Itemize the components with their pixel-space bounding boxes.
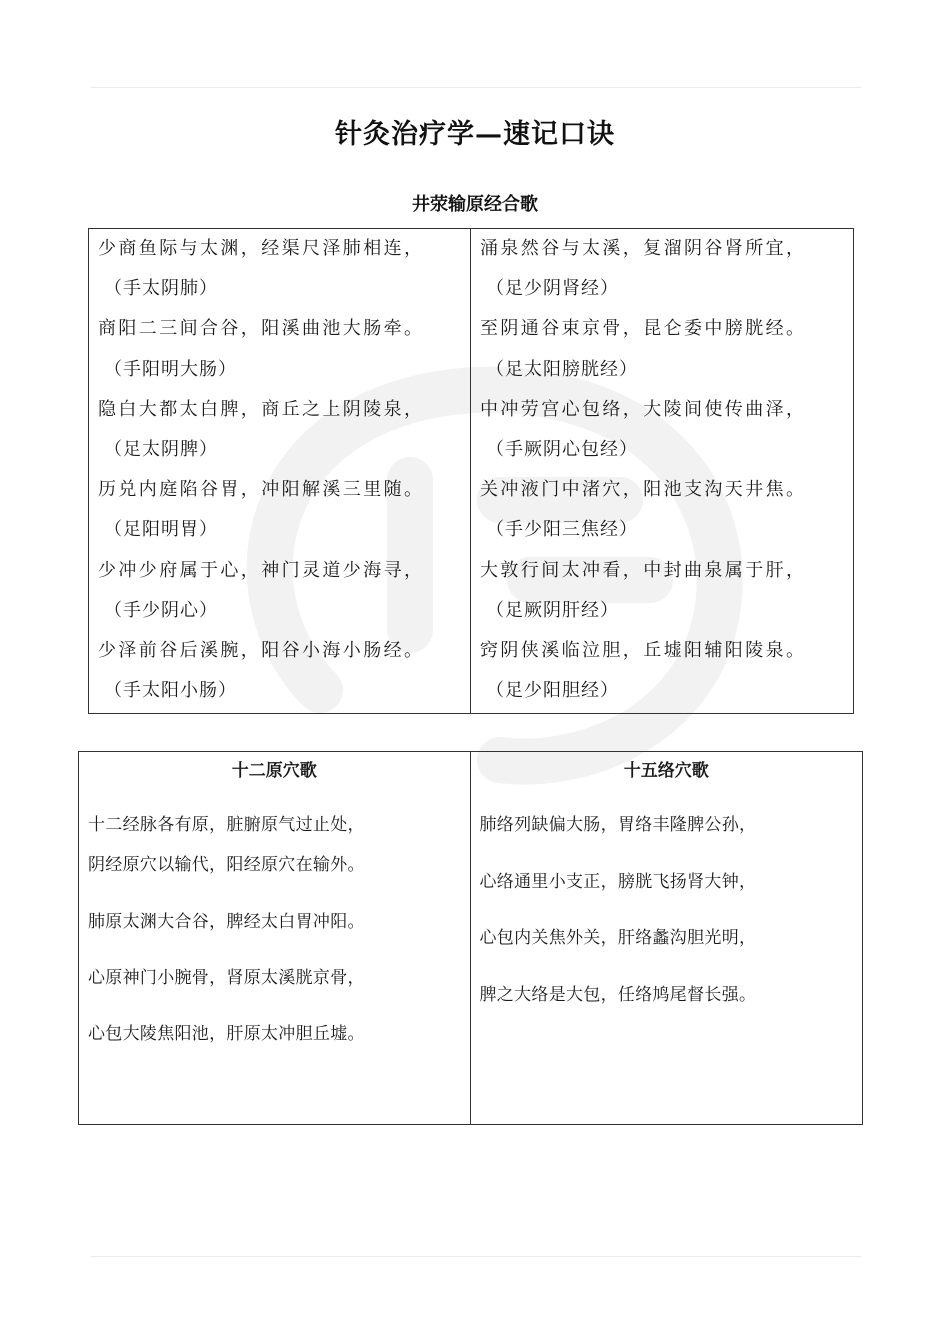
meridian-label: （手厥阴心包经） bbox=[486, 438, 638, 460]
verse-line: 商阳二三间合谷，阳溪曲池大肠牵。 bbox=[98, 318, 425, 340]
yuan-luo-table bbox=[78, 751, 863, 1125]
verse-line: 中冲劳宫心包络，大陵间使传曲泽， bbox=[480, 398, 807, 420]
meridian-label: （足少阳胆经） bbox=[486, 680, 619, 702]
verse-line: 历兑内庭陷谷胃，冲阳解溪三里随。 bbox=[98, 479, 425, 501]
verse-line: 大敦行间太冲看，中封曲泉属于肝， bbox=[480, 559, 807, 581]
yuan-points-cell bbox=[79, 752, 471, 1124]
luo-points-heading: 十五络穴歌 bbox=[623, 761, 709, 781]
table-column-left bbox=[89, 229, 471, 713]
meridian-label: （手太阴肺） bbox=[104, 278, 218, 300]
verse-line: 心包大陵焦阳池，肝原太冲胆丘墟。 bbox=[88, 1024, 365, 1044]
verse-line: 阴经原穴以输代，阳经原穴在输外。 bbox=[88, 855, 365, 875]
verse-line: 少商鱼际与太渊，经渠尺泽肺相连， bbox=[98, 238, 425, 259]
verse-line: 脾之大络是大包，任络鸠尾督长强。 bbox=[479, 985, 757, 1005]
meridian-label: （手少阳三焦经） bbox=[486, 519, 638, 541]
bottom-divider bbox=[90, 1256, 862, 1257]
verse-line: 十二经脉各有原，脏腑原气过止处， bbox=[88, 815, 365, 835]
table-column-right bbox=[471, 229, 853, 713]
verse-line: 隐白大都太白脾，商丘之上阴陵泉， bbox=[98, 398, 425, 420]
verse-line: 肺原太渊大合谷，脾经太白胃冲阳。 bbox=[88, 912, 365, 932]
verse-line: 涌泉然谷与太溪，复溜阴谷肾所宜， bbox=[480, 238, 807, 259]
meridian-label: （足太阳膀胱经） bbox=[486, 358, 638, 380]
verse-line: 心络通里小支正，膀胱飞扬肾大钟， bbox=[479, 872, 757, 892]
verse-line: 心包内关焦外关，肝络蠡沟胆光明， bbox=[479, 928, 757, 948]
verse-line: 至阴通谷束京骨，昆仑委中膀胱经。 bbox=[480, 318, 807, 340]
top-divider bbox=[90, 87, 862, 88]
verse-line: 心原神门小腕骨，肾原太溪胱京骨， bbox=[88, 968, 365, 988]
yuan-points-heading: 十二原穴歌 bbox=[231, 761, 317, 781]
jing-ying-table bbox=[88, 228, 854, 714]
verse-line: 少冲少府属于心，神门灵道少海寻， bbox=[98, 559, 425, 581]
verse-line: 窍阴侠溪临泣胆，丘墟阳辅阳陵泉。 bbox=[480, 639, 807, 661]
meridian-label: （足阳明胃） bbox=[104, 519, 218, 541]
meridian-label: （足太阴脾） bbox=[104, 438, 218, 460]
section-heading: 井荥输原经合歌 bbox=[412, 194, 538, 215]
meridian-label: （手太阳小肠） bbox=[104, 680, 237, 702]
verse-line: 少泽前谷后溪腕，阳谷小海小肠经。 bbox=[98, 639, 425, 661]
verse-line: 肺络列缺偏大肠，胃络丰隆脾公孙， bbox=[479, 815, 757, 835]
meridian-label: （足厥阴肝经） bbox=[486, 599, 619, 621]
luo-points-cell bbox=[471, 752, 863, 1124]
page-title: 针灸治疗学—速记口诀 bbox=[335, 119, 615, 150]
meridian-label: （手少阴心） bbox=[104, 599, 218, 621]
verse-line: 关冲液门中渚穴，阳池支沟天井焦。 bbox=[480, 479, 807, 501]
meridian-label: （手阳明大肠） bbox=[104, 358, 237, 380]
meridian-label: （足少阴肾经） bbox=[486, 278, 619, 300]
